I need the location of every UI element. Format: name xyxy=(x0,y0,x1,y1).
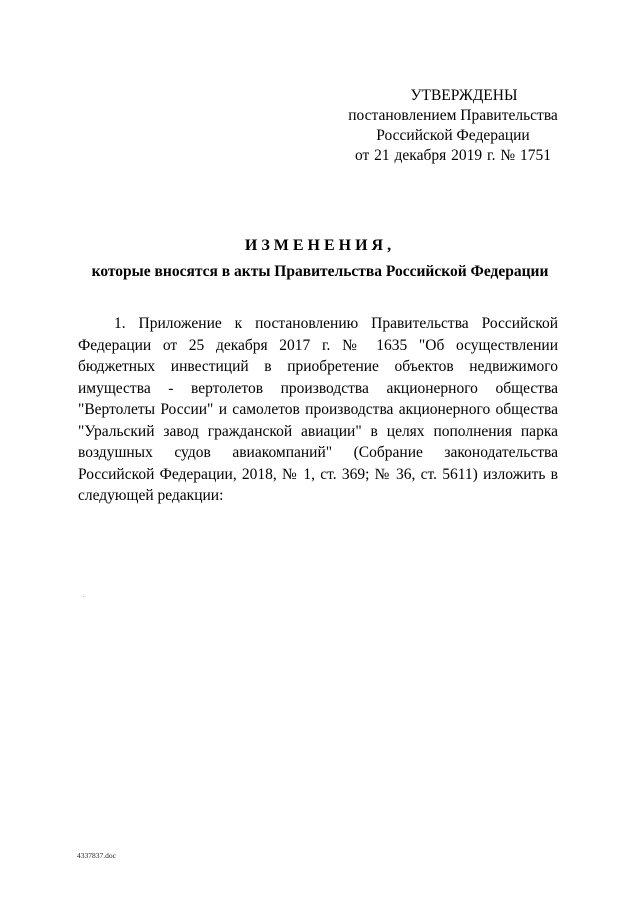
approval-stamp xyxy=(338,86,568,166)
approval-date-line: от 21 декабря 2019 г. № 1751 xyxy=(354,147,552,164)
approval-heading: УТВЕРЖДЕНЫ xyxy=(410,87,518,104)
paragraph-1: 1. Приложение к постановлению Правительства Российской Федерации от 25 декабря 2017 г. № 1635 "Об осуществлении бюджетных инвестиций в приобретение объектов недвижимого имущества - вертолетов производства акционерного общества "Вертолеты России" и самолетов производства акционерного общества "Уральский завод гражданской авиации" в целях пополнения парка воздушных судов авиакомпаний" (Собрание законодательства Российской Федерации, 2018, № 1, ст. 369; № 36, ст. 5611) изложить в следующей редакции: xyxy=(78,315,558,504)
document-subtitle: которые вносятся в акты Правительства Российской Федерации xyxy=(91,263,549,280)
scan-speck xyxy=(83,596,84,597)
document-title: ИЗМЕНЕНИЯ, xyxy=(244,237,396,254)
footer-file-name: 4337837.doc xyxy=(77,851,116,860)
document-title-block xyxy=(60,236,580,282)
approval-line-1: постановлением Правительства xyxy=(348,107,558,124)
approval-line-2: Российской Федерации xyxy=(376,127,530,144)
